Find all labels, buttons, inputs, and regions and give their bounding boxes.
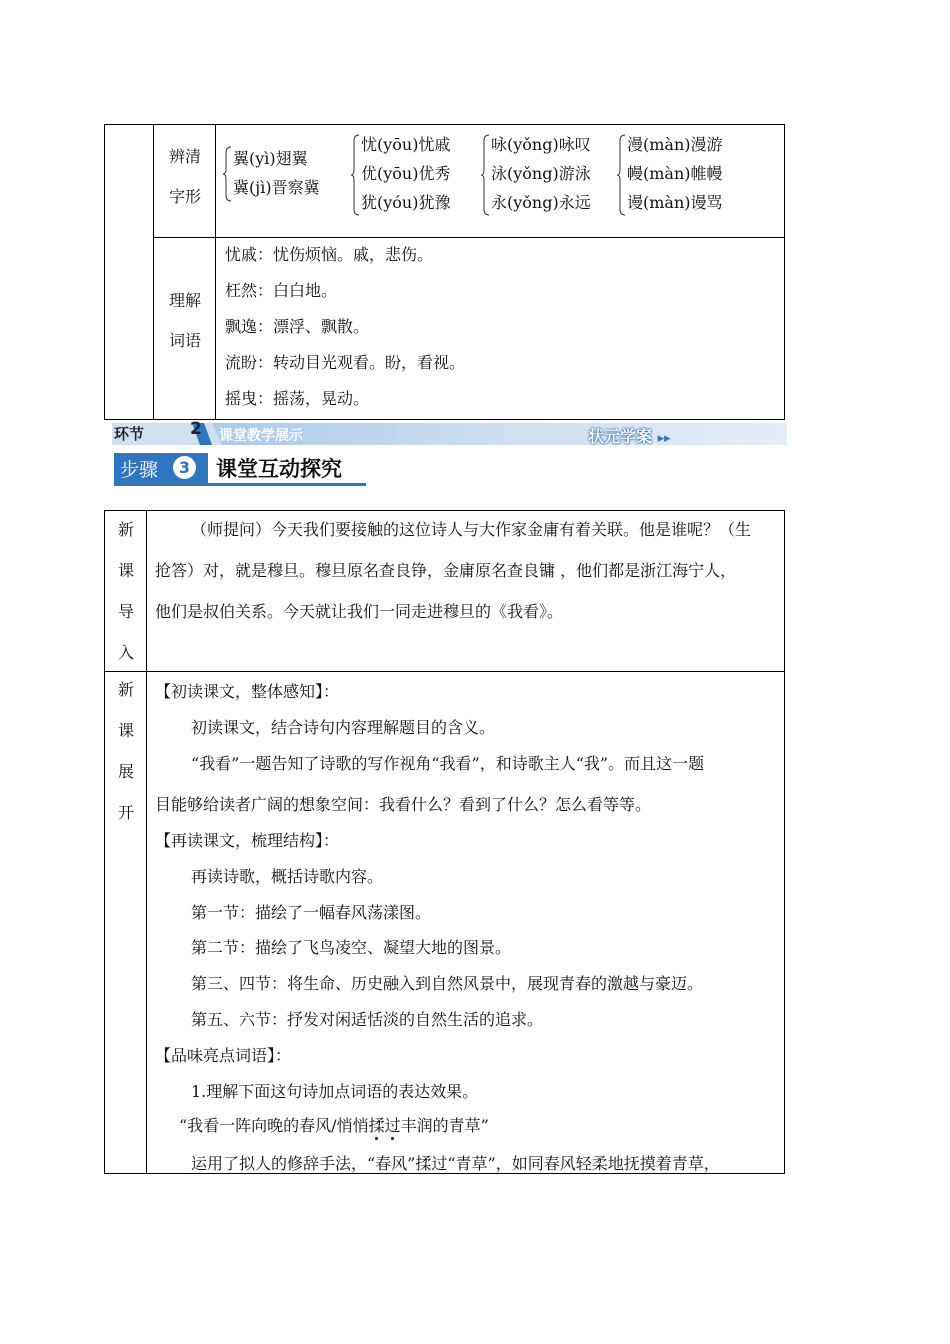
vocab-table <box>104 124 785 420</box>
char-item: 谩(màn)谩骂 <box>627 193 723 212</box>
label-line: 辨清 <box>168 147 201 166</box>
brace-icon <box>351 133 361 217</box>
lesson-table <box>104 510 785 1174</box>
label-char: 入 <box>117 643 134 662</box>
paragraph-line: 初读课文，结合诗句内容理解题目的含义。 <box>191 718 496 737</box>
banner-section-title: 课堂教学展示 <box>219 428 303 444</box>
quote-text: 丰润的青草” <box>400 1116 489 1135</box>
label-char: 新 <box>117 680 134 699</box>
paragraph-line: 1.理解下面这句诗加点词语的表达效果。 <box>191 1082 479 1101</box>
char-group-2 <box>361 130 450 217</box>
banner-brand <box>588 424 671 447</box>
char-group-3 <box>491 130 591 217</box>
label-line: 词语 <box>168 331 201 350</box>
section-heading: 【品味亮点词语】： <box>155 1046 292 1065</box>
intro-line: 抢答）对，就是穆旦。穆旦原名查良铮，金庸原名查良镛 ，他们都是浙江海宁人， <box>155 561 737 580</box>
paragraph-line: 第三、四节：将生命、历史融入到自然风景中，展现青春的激越与豪迈。 <box>191 974 704 993</box>
label-char: 展 <box>117 762 134 781</box>
brace-icon <box>617 133 627 217</box>
definition-item: 摇曳：摇荡，晃动。 <box>225 389 370 408</box>
emphasized-word: 过 <box>384 1116 401 1135</box>
row-divider <box>105 671 784 672</box>
char-item: 犹(yóu)犹豫 <box>361 193 451 212</box>
brace-icon <box>481 133 491 217</box>
char-item: 漫(màn)漫游 <box>627 135 723 154</box>
label-char: 课 <box>117 561 134 580</box>
char-item: 优(yōu)优秀 <box>361 164 451 183</box>
char-item: 永(yǒng)永远 <box>491 193 591 212</box>
intro-line: （师提问）今天我们要接触的这位诗人与大作家金庸有着关联。他是谁呢？（生 <box>191 520 752 539</box>
brace-icon <box>223 145 233 203</box>
section-heading: 【再读课文，梳理结构】： <box>155 831 340 850</box>
label-line: 理解 <box>168 291 201 310</box>
char-item: 泳(yǒng)游泳 <box>491 164 591 183</box>
char-group-4 <box>627 130 723 217</box>
row-label-vocab <box>154 281 216 361</box>
section-heading: 【初读课文，整体感知】： <box>155 682 340 701</box>
definition-item: 流盼：转动目光观看。盼，看视。 <box>225 353 466 372</box>
emphasized-word: 揉 <box>368 1116 385 1135</box>
intro-line: 他们是叔伯关系。今天就让我们一同走进穆旦的《我看》。 <box>155 602 564 621</box>
paragraph-line: 运用了拟人的修辞手法，“春风”揉过“青草”，如同春风轻柔地抚摸着青草， <box>191 1154 720 1173</box>
step-label: 步骤 <box>120 459 159 481</box>
label-char: 新 <box>117 520 134 539</box>
definitions-list <box>225 237 465 417</box>
banner-huanjie: 环节 <box>114 425 145 443</box>
brand-text: 状元学案 <box>588 427 653 446</box>
char-item: 翼(yì)翅翼 <box>233 149 308 168</box>
double-arrow-icon: ▸▸ <box>657 431 671 446</box>
quote-text: “我看一阵向晚的春风/悄悄 <box>179 1116 369 1135</box>
step-number-badge: 3 <box>173 456 196 479</box>
definition-item: 忧戚：忧伤烦恼。戚，悲伤。 <box>225 245 434 264</box>
row-label-intro <box>105 509 147 673</box>
paragraph-line: 再读诗歌，概括诗歌内容。 <box>191 867 384 886</box>
char-group-1 <box>233 144 320 202</box>
step-underline <box>114 483 366 486</box>
step-title: 课堂互动探究 <box>216 457 342 481</box>
row-label-develop <box>105 669 147 833</box>
paragraph-line: 目能够给读者广阔的想象空间：我看什么？看到了什么？怎么看等等。 <box>155 795 652 814</box>
char-item: 冀(jì)晋察冀 <box>233 178 320 197</box>
row-label-char-forms <box>154 137 216 217</box>
paragraph-line: 第二节：描绘了飞鸟凌空、凝望大地的图景。 <box>191 938 512 957</box>
label-line: 字形 <box>168 187 201 206</box>
paragraph-line: 第一节：描绘了一幅春风荡漾图。 <box>191 903 432 922</box>
banner-number: 2 <box>190 419 202 439</box>
char-item: 幔(màn)帷幔 <box>627 164 723 183</box>
label-char: 课 <box>117 721 134 740</box>
paragraph-line: “我看”一题告知了诗歌的写作视角“我看”，和诗歌主人“我”。而且这一题 <box>191 754 705 773</box>
label-char: 开 <box>117 803 134 822</box>
char-item: 咏(yǒng)咏叹 <box>491 135 591 154</box>
paragraph-line: 第五、六节：抒发对闲适恬淡的自然生活的追求。 <box>191 1010 544 1029</box>
table-empty-column <box>105 125 154 419</box>
char-item: 忧(yōu)忧戚 <box>361 135 451 154</box>
definition-item: 飘逸：漂浮、飘散。 <box>225 317 370 336</box>
label-char: 导 <box>117 602 134 621</box>
definition-item: 枉然：白白地。 <box>225 281 338 300</box>
poem-quote <box>179 1113 489 1136</box>
